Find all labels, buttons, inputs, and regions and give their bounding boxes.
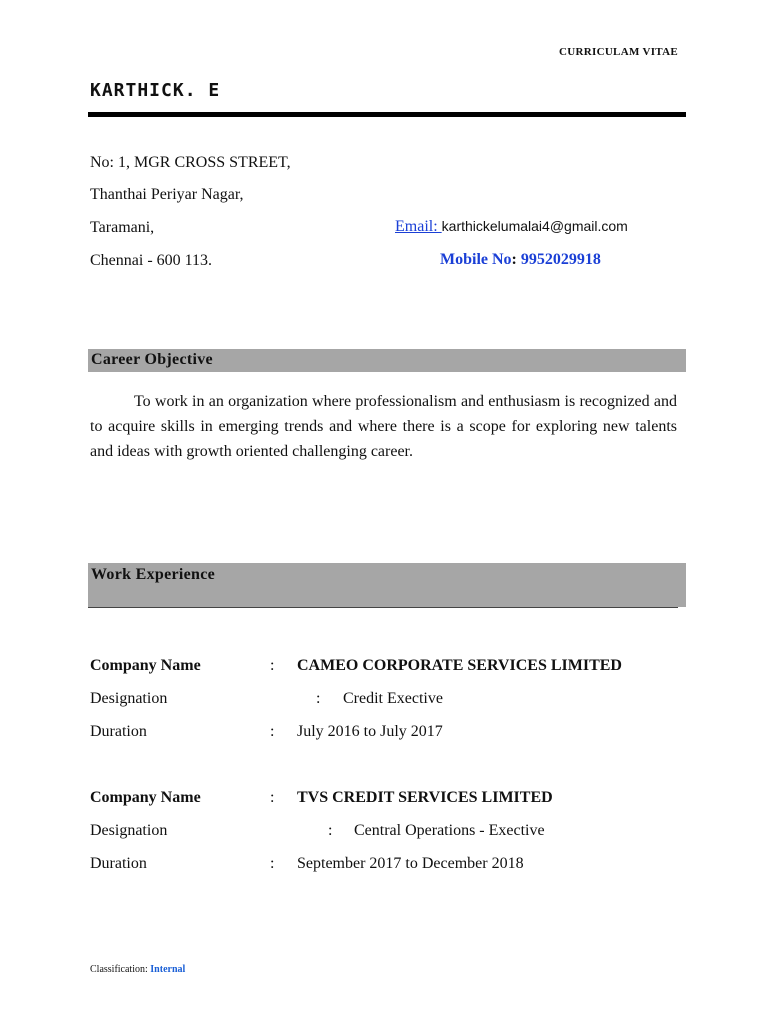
designation-value: Credit Exective: [343, 690, 443, 707]
career-objective-title: Career Objective: [91, 351, 213, 368]
mobile-colon: :: [511, 251, 517, 268]
name-divider: [88, 112, 686, 117]
mobile-value: 9952029918: [516, 251, 601, 268]
duration-value: September 2017 to December 2018: [297, 855, 524, 872]
address-line-4: Chennai - 600 113.: [90, 252, 213, 269]
company-name-label: Company Name: [90, 657, 201, 674]
email-value[interactable]: karthickelumalai4@gmail.com: [441, 218, 628, 234]
duration-label: Duration: [90, 723, 147, 740]
career-objective-header: [88, 349, 686, 372]
duration-value: July 2016 to July 2017: [297, 723, 443, 740]
designation-label: Designation: [90, 690, 168, 707]
email-block: [395, 218, 628, 236]
job-2-designation-row: [90, 822, 690, 844]
email-label: Email:: [395, 218, 442, 235]
company-name-value: CAMEO CORPORATE SERVICES LIMITED: [297, 657, 622, 674]
classification-label: Classification:: [90, 964, 151, 975]
job-1-duration-row: [90, 723, 690, 745]
work-experience-title: Work Experience: [91, 566, 216, 583]
designation-separator: :: [328, 822, 333, 839]
designation-separator: :: [316, 690, 321, 707]
career-objective-text: [90, 389, 677, 464]
mobile-label: Mobile No: [440, 251, 512, 268]
company-separator: :: [270, 789, 275, 806]
company-name-label: Company Name: [90, 789, 201, 806]
candidate-name: KARTHICK. E: [90, 80, 221, 101]
duration-separator: :: [270, 855, 275, 872]
cv-heading: CURRICULAM VITAE: [559, 46, 678, 58]
address-line-3: Taramani,: [90, 219, 155, 236]
job-2-duration-row: [90, 855, 690, 877]
address-line-1: No: 1, MGR CROSS STREET,: [90, 154, 291, 171]
career-objective-paragraph: To work in an organization where professionalism and enthusiasm is recognized and to acquire skills in emerging trends and where there is a scope for exploring new talents and ideas with growth oriented challenging career.: [90, 393, 677, 460]
duration-separator: :: [270, 723, 275, 740]
mobile-block: [440, 251, 601, 269]
company-name-value: TVS CREDIT SERVICES LIMITED: [297, 789, 553, 806]
work-experience-header: [88, 563, 686, 607]
job-1-company-row: [90, 657, 690, 679]
company-separator: :: [270, 657, 275, 674]
designation-label: Designation: [90, 822, 168, 839]
work-experience-divider: [88, 607, 678, 608]
classification-footer: [90, 964, 185, 975]
job-1-designation-row: [90, 690, 690, 712]
classification-value: Internal: [150, 964, 186, 975]
designation-value: Central Operations - Exective: [354, 822, 545, 839]
duration-label: Duration: [90, 855, 147, 872]
address-line-2: Thanthai Periyar Nagar,: [90, 186, 244, 203]
job-2-company-row: [90, 789, 690, 811]
